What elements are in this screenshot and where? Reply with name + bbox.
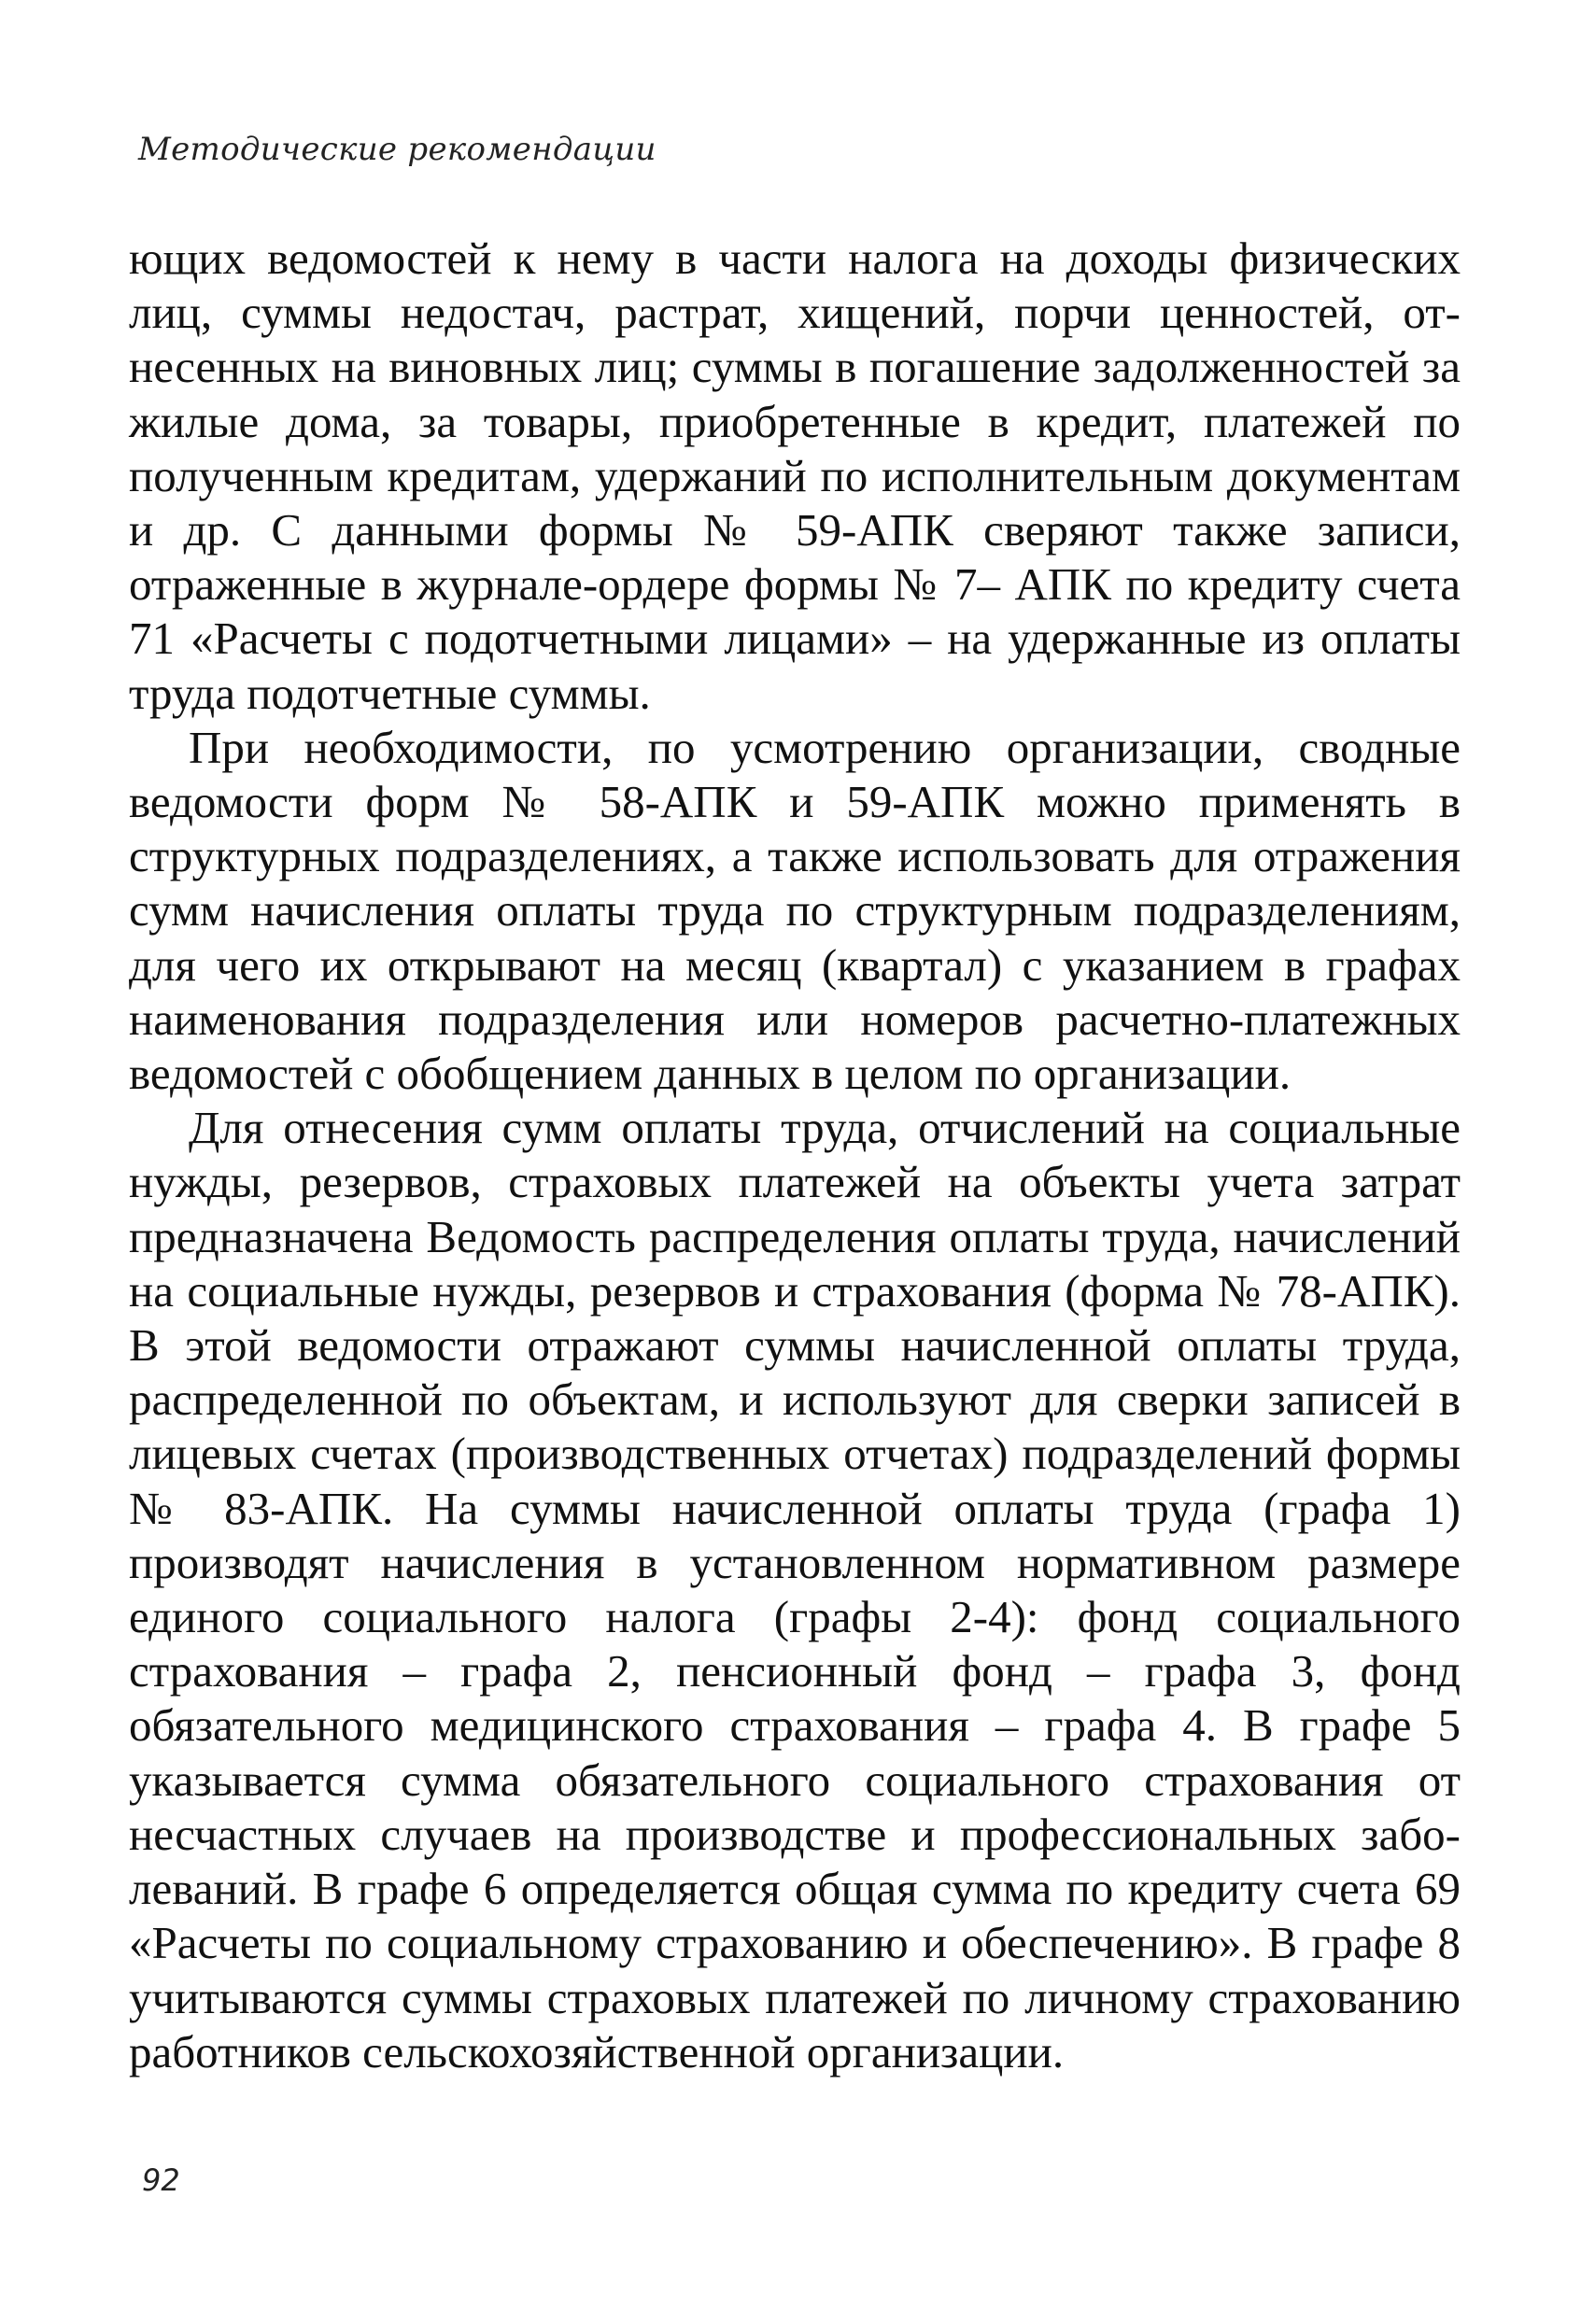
paragraph-consolidated-statements: При необходимости, по усмотрению организации, сводные ведомости форм № 58-АПК и 59-АПК можно применять в структурных подразделениях, а также использовать для отражения сумм начисления оплаты труда по структурным подразделениям, для чего их открывают на месяц (квартал) с указанием в графах наименования подразделения или номеров расчетно-платежных ведомостей с обобщением данных в целом по организации. [129, 721, 1461, 1100]
body-text [129, 232, 1461, 2079]
paragraph-payroll-distribution: Для отнесения сумм оплаты труда, отчислений на социальные нужды, резервов, страховых платежей на объекты учета затрат предназначена Ведомость распределения оплаты труда, начислений на социальные нужды, резервов и страхования (форма № 78-АПК). В этой ведомости отражают суммы начисленной оплаты труда, распределенной по объектам, и используют для сверки записей в лицевых счетах (производственных отчетах) подразделений формы № 83-АПК. На суммы начисленной оплаты труда (графа 1) производят начисления в установленном нормативном размере единого социального налога (графы 2-4): фонд социального страхования – графа 2, пенсионный фонд – графа 3, фонд обязательного медицинского страхования – графа 4. В графе 5 указывается сумма обязательного социального страхования от несчастных случаев на производстве и профессиональных заболеваний. В графе 6 определяется общая сумма по кредиту счета 69 «Расчеты по социальному страхованию и обеспечению». В графе 8 учитываются суммы страховых платежей по личному страхованию работников сельскохозяйственной организации. [129, 1102, 1461, 2078]
running-header: Методические рекомендации [138, 131, 656, 168]
paragraph-continuation: ющих ведомостей к нему в части налога на доходы физических лиц, суммы недостач, растрат, хищений, порчи ценностей, отнесенных на виновных лиц; суммы в погашение задолженностей за жилые дома, за товары, приобретенные в кредит, платежей по полученным кредитам, удержаний по исполнительным документам и др. С данными формы № 59-АПК сверяют также записи, отраженные в журнале-ордере формы № 7– АПК по кредиту счета 71 «Расчеты с подотчетными лицами» – на удержанные из оплаты труда подотчетные суммы. [129, 232, 1461, 719]
page-number: 92 [142, 2162, 180, 2198]
